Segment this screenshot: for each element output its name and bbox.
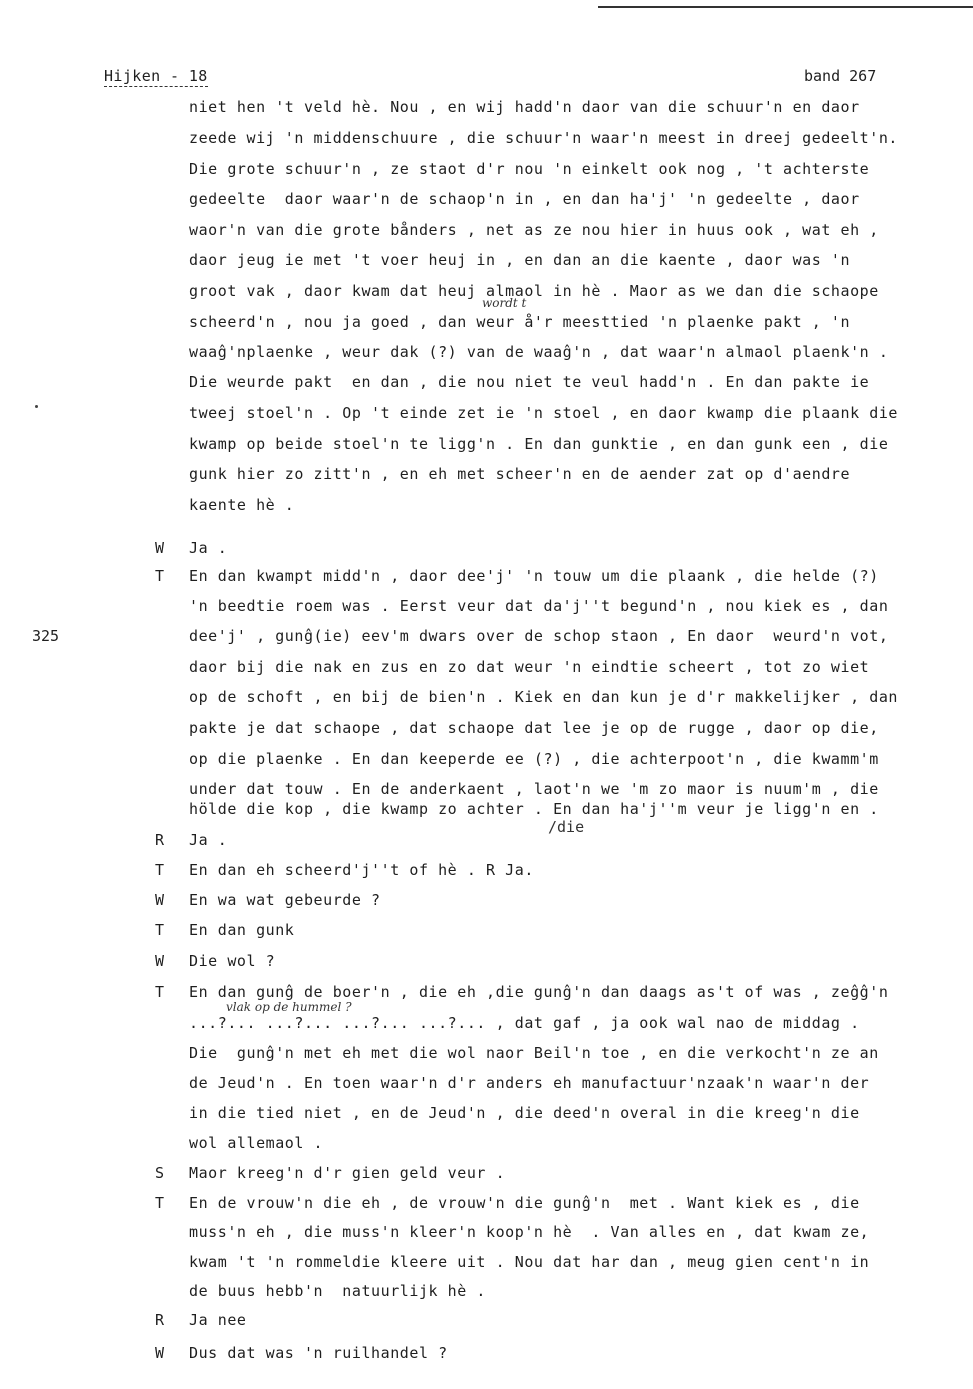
text-line: Die weurde pakt en dan , die nou niet te veul hadd'n . En dan pakte ie (189, 373, 870, 391)
dialogue-line: daor bij die nak en zus en zo dat weur 'n eindtie scheert , tot zo wiet (189, 658, 870, 676)
speaker-label: T (155, 567, 165, 585)
dialogue-line: Ja . (189, 539, 228, 557)
dialogue-line: En dan gunk (189, 921, 295, 939)
handwritten-annotation: vlak op de hummel ? (226, 1000, 352, 1014)
speaker-label: T (155, 983, 165, 1001)
page-header-left: Hijken - 18 (104, 67, 208, 85)
dialogue-line: Ja . (189, 831, 228, 849)
dialogue-line: kwam 't 'n rommeldie kleere uit . Nou dat har dan , meug gien cent'n in (189, 1253, 870, 1271)
dialogue-line: Dus dat was 'n ruilhandel ? (189, 1344, 448, 1362)
dialogue-line: Die gunĝ'n met eh met die wol naor Beil'n toe , en die verkocht'n ze an (189, 1044, 879, 1062)
text-line: scheerd'n , nou ja goed , dan weur å'r meesttied 'n plaenke pakt , 'n (189, 313, 851, 331)
margin-line-number: 325 (32, 627, 60, 645)
handwritten-annotation: wordt t (482, 296, 527, 310)
dialogue-line: En dan kwampt midd'n , daor dee'j' 'n touw um die plaank , die helde (?) (189, 567, 879, 585)
speaker-label: T (155, 1194, 165, 1212)
dialogue-line: de buus hebb'n natuurlijk hè . (189, 1282, 487, 1300)
speaker-label: R (155, 831, 165, 849)
dialogue-line: under dat touw . En de anderkaent , laot'n we 'm zo maor is nuum'm , die (189, 780, 879, 798)
text-line: niet hen 't veld hè. Nou , en wij hadd'n daor van die schuur'n en daor (189, 98, 860, 116)
dialogue-line: ...?... ...?... ...?... ...?... , dat gaf , ja ook wal nao de middag . (189, 1014, 860, 1032)
margin-dot (35, 405, 38, 408)
dialogue-line: op de schoft , en bij de bien'n . Kiek en dan kun je d'r makkelijker , dan (189, 688, 898, 706)
top-rule (598, 6, 973, 8)
text-line: waaĝ'nplaenke , weur dak (?) van de waaĝ'n , dat waar'n almaol plaenk'n . (189, 343, 889, 361)
dialogue-line: de Jeud'n . En toen waar'n d'r anders eh manufactuur'nzaak'n waar'n der (189, 1074, 870, 1092)
dialogue-line: wol allemaol . (189, 1134, 324, 1152)
speaker-label: W (155, 1344, 165, 1362)
dialogue-line: 'n beedtie roem was . Eerst veur dat da'j''t begund'n , nou kiek es , dan (189, 597, 889, 615)
speaker-label: R (155, 1311, 165, 1329)
dialogue-line: En de vrouw'n die eh , de vrouw'n die gunĝ'n met . Want kiek es , die (189, 1194, 860, 1212)
speaker-label: S (155, 1164, 165, 1182)
dialogue-line: in die tied niet , en de Jeud'n , die deed'n overal in die kreeg'n die (189, 1104, 860, 1122)
inserted-word: /die (548, 818, 585, 836)
text-line: kwamp op beide stoel'n te ligg'n . En dan gunktie , en dan gunk een , die (189, 435, 889, 453)
dialogue-line: Maor kreeg'n d'r gien geld veur . (189, 1164, 506, 1182)
dialogue-line: hölde die kop , die kwamp zo achter . En dan ha'j''m veur je ligg'n en . (189, 800, 879, 818)
text-line: kaente hè . (189, 496, 295, 514)
text-line: gedeelte daor waar'n de schaop'n in , en dan ha'j' 'n gedeelte , daor (189, 190, 860, 208)
dialogue-line: En dan gunĝ de boer'n , die eh ,die gunĝ'n dan daags as't of was , zeĝĝ'n (189, 983, 889, 1001)
speaker-label: T (155, 861, 165, 879)
speaker-label: W (155, 891, 165, 909)
dialogue-line: pakte je dat schaope , dat schaope dat lee je op de rugge , daor op die, (189, 719, 879, 737)
text-line: tweej stoel'n . Op 't einde zet ie 'n stoel , en daor kwamp die plaank die (189, 404, 898, 422)
dialogue-line: muss'n eh , die muss'n kleer'n koop'n hè . Van alles en , dat kwam ze, (189, 1223, 870, 1241)
text-line: groot vak , daor kwam dat heuj almaol in hè . Maor as we dan die schaope (189, 282, 879, 300)
text-line: gunk hier zo zitt'n , en eh met scheer'n en de aender zat op d'aendre (189, 465, 851, 483)
page-header-right: band 267 (804, 67, 877, 85)
dialogue-line: op die plaenke . En dan keeperde ee (?) , die achterpoot'n , die kwamm'm (189, 750, 879, 768)
speaker-label: W (155, 539, 165, 557)
dialogue-line: Ja nee (189, 1311, 247, 1329)
dialogue-line: En wa wat gebeurde ? (189, 891, 381, 909)
dialogue-line: Die wol ? (189, 952, 276, 970)
text-line: daor jeug ie met 't voer heuj in , en dan an die kaente , daor was 'n (189, 251, 851, 269)
dialogue-line: En dan eh scheerd'j''t of hè . R Ja. (189, 861, 534, 879)
text-line: zeede wij 'n middenschuure , die schuur'n waar'n meest in dreej gedeelt'n. (189, 129, 898, 147)
speaker-label: W (155, 952, 165, 970)
text-line: Die grote schuur'n , ze staot d'r nou 'n einkelt ook nog , 't achterste (189, 160, 870, 178)
speaker-label: T (155, 921, 165, 939)
dialogue-line: dee'j' , gunĝ(ie) eev'm dwars over de schop staon , En daor weurd'n vot, (189, 627, 889, 645)
text-line: waor'n van die grote bånders , net as ze nou hier in huus ook , wat eh , (189, 221, 879, 239)
